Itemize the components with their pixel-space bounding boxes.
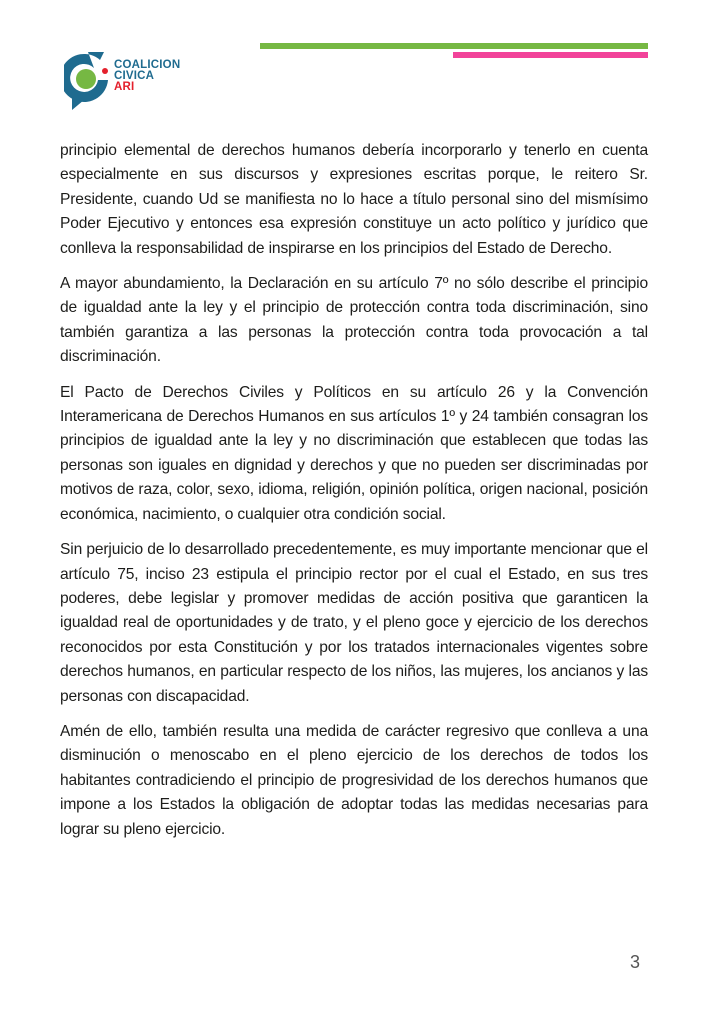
document-body <box>60 139 648 853</box>
paragraph: Amén de ello, también resulta una medida de carácter regresivo que conlleva a una disminución o menoscabo en el pleno ejercicio de los derechos de todos los habitantes contradiciendo el principio de progresividad de los derechos humanos que impone a los Estados la obligación de adoptar todas las medidas necesarias para lograr su pleno ejercicio. <box>60 722 648 838</box>
logo-line-coalicion: COALICION <box>114 59 181 71</box>
logo-line-ari: ARI <box>114 81 135 93</box>
logo-emblem-icon <box>64 48 114 112</box>
logo-green-dot <box>76 69 96 89</box>
page-header <box>0 0 721 120</box>
logo-wordmark <box>114 60 180 93</box>
coalicion-civica-ari-logo <box>64 48 184 112</box>
paragraph: Sin perjuicio de lo desarrollado precedentemente, es muy importante mencionar que el artículo 75, inciso 23 estipula el principio rector por el cual el Estado, en sus tres poderes, debe legislar y promover medidas de acción positiva que garanticen la igualdad real de oportunidades y de trato, y el pleno goce y ejercicio de los derechos reconocidos por esta Constitución y por los tratados internacionales vigentes sobre derechos humanos, en particular respecto de los niños, las mujeres, los ancianos y las personas con discapacidad. <box>60 541 648 705</box>
header-green-bar <box>260 43 648 49</box>
paragraph: A mayor abundamiento, la Declaración en su artículo 7º no sólo describe el principio de igualdad ante la ley y el principio de protección contra toda discriminación, sino también garantiza a las personas la protección contra toda provocación a tal discriminación. <box>60 275 648 366</box>
page-number: 3 <box>630 952 641 972</box>
paragraph: principio elemental de derechos humanos debería incorporarlo y tenerlo en cuenta especialmente en sus discursos y expresiones escritas porque, le reitero Sr. Presidente, cuando Ud se manifiesta no lo hace a título personal sino del mismísimo Poder Ejecutivo y entonces esa expresión constituye un acto político y jurídico que conlleva la responsabilidad de inspirarse en los principios del Estado de Derecho. <box>60 142 648 257</box>
paragraph: El Pacto de Derechos Civiles y Políticos en su artículo 26 y la Convención Interamericana de Derechos Humanos en sus artículos 1º y 24 también consagran los principios de igualdad ante la ley y no discriminación que establecen que todas las personas son iguales en dignidad y derechos y que no pueden ser discriminadas por motivos de raza, color, sexo, idioma, religión, opinión política, origen nacional, posición económica, nacimiento, o cualquier otra condición social. <box>60 383 648 523</box>
logo-red-dot <box>102 68 108 74</box>
header-pink-bar <box>453 52 648 58</box>
logo-line-civica: CIVICA <box>114 70 155 82</box>
